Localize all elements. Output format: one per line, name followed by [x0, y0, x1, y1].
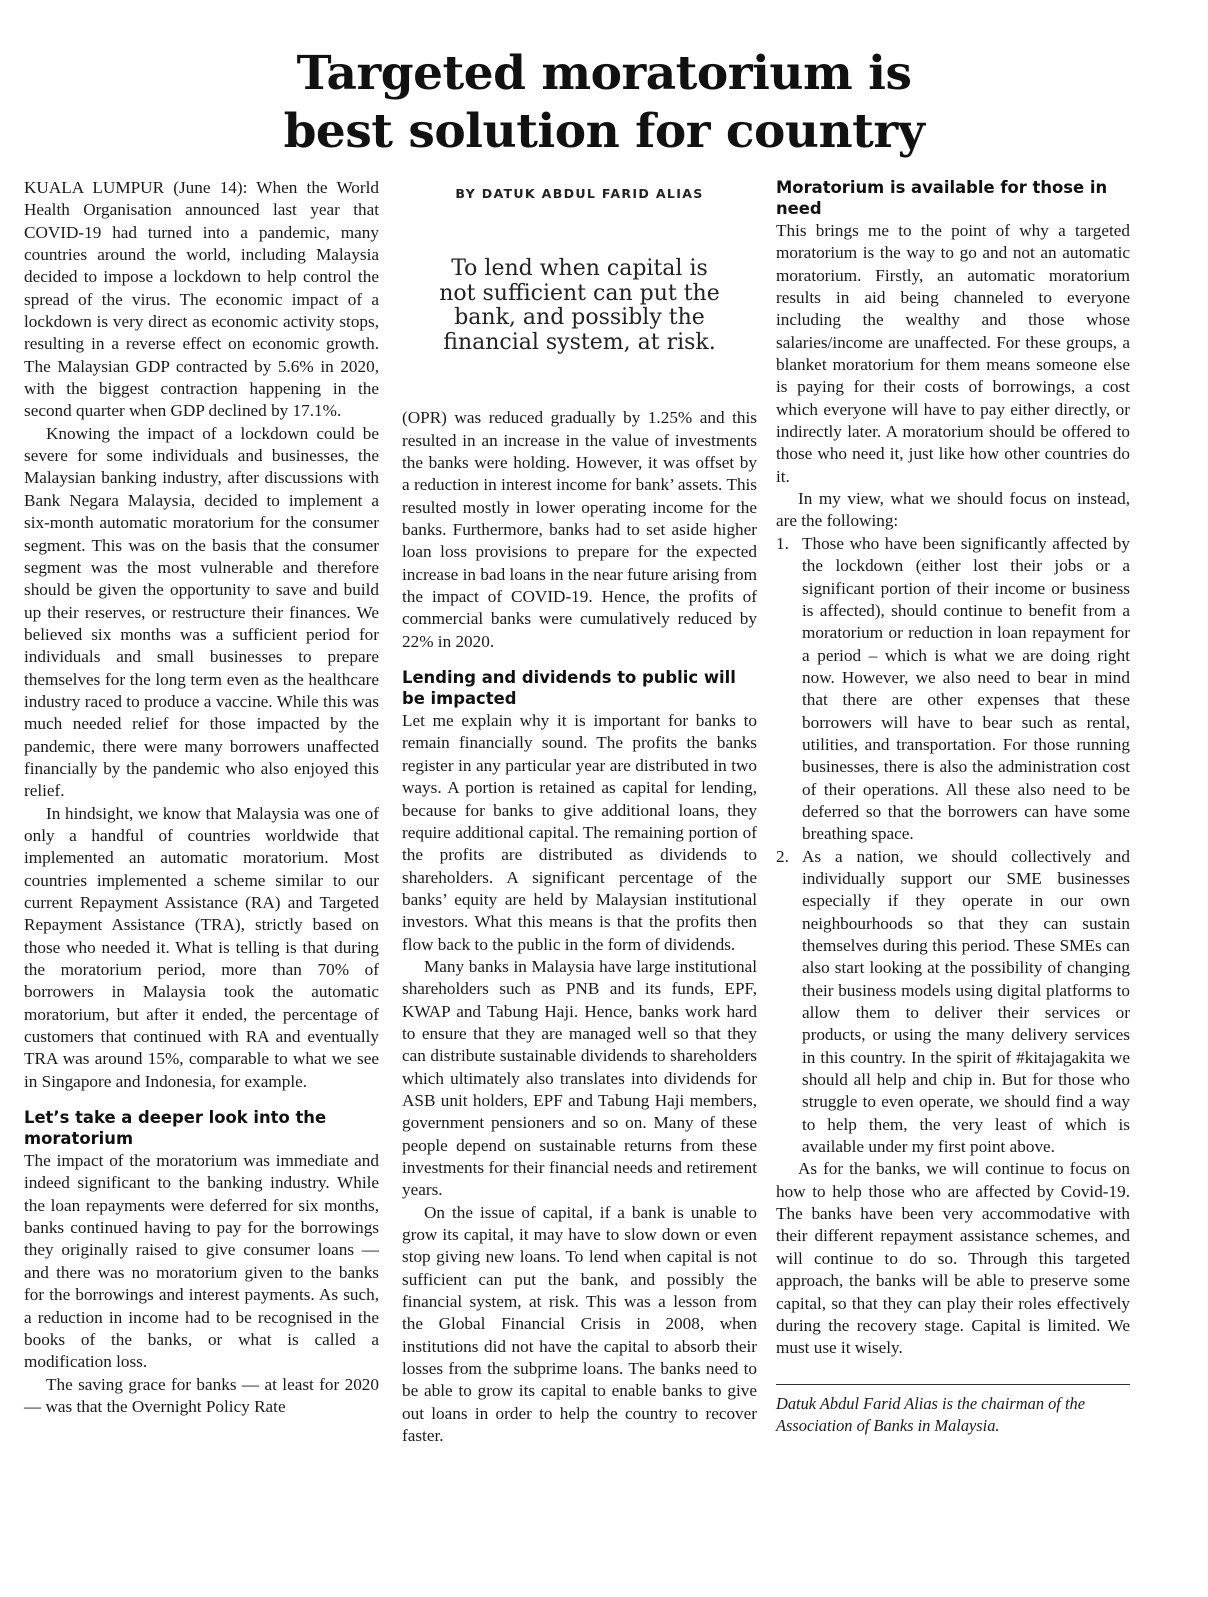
article-column-3: [776, 177, 1130, 1437]
pull-quote-line: not sufficient can put the: [439, 280, 720, 306]
pull-quote-line: To lend when capital is: [451, 256, 708, 282]
list-item: [776, 533, 1130, 846]
paragraph: As for the banks, we will continue to focus on how to help those who are affected by Covid-19. The banks have been very accommodative with their different repayment assistance schemes, and will continue to do so. Through this targeted approach, the banks will be able to preserve some capital, so that they can play their roles effectively during the recovery stage. Capital is limited. We must use it wisely.: [776, 1159, 1130, 1358]
article-column-2: [402, 177, 757, 1447]
paragraph: On the issue of capital, if a bank is unable to grow its capital, it may have to slow down or even stop giving new loans. To lend when capital is not sufficient can put the bank, and possibly the financial system, at risk. This was a lesson from the Global Financial Crisis in 2008, when institutions did not have the capital to absorb their losses from the subprime loans. The banks need to be able to grow its capital to enable banks to give out loans in order to help the country to recover faster.: [402, 1202, 757, 1446]
byline: BY DATUK ABDUL FARID ALIAS: [455, 186, 704, 201]
paragraph: In my view, what we should focus on instead, are the following:: [776, 489, 1130, 531]
article-column-1: [24, 177, 379, 1418]
paragraph: In hindsight, we know that Malaysia was one of only a handful of countries worldwide that implemented an automatic moratorium. Most countries implemented a scheme similar to our current Repayment Assistance (RA) and Targeted Repayment Assistance (TRA), strictly based on those who needed it. What is telling is that during the moratorium period, more than 70% of borrowers in Malaysia took the automatic moratorium, but after it ended, the percentage of customers that continued with RA and eventually TRA was around 15%, comparable to what we see in Singapore and Indonesia, for example.: [24, 803, 379, 1091]
pull-quote-line: bank, and possibly the: [454, 305, 705, 331]
headline-line-2: best solution for country: [283, 104, 925, 160]
paragraph: KUALA LUMPUR (June 14): When the World Health Organisation announced last year that COVID-19 had turned into a pandemic, many countries around the world, including Malaysia decided to impose a lockdown to help control the spread of the virus. The economic impact of a lockdown is very direct as economic activity stops, resulting in a reverse effect on economic growth. The Malaysian GDP contracted by 5.6% in 2020, with the biggest contraction happening in the second quarter when GDP declined by 17.1%.: [24, 178, 379, 421]
paragraph: This brings me to the point of why a targeted moratorium is the way to go and not an automatic moratorium. Firstly, an automatic moratorium results in aid being channeled to everyone including the wealthy and those whose salaries/income are unaffected. For these groups, a blanket moratorium for them means someone else is paying for their costs of borrowings, a cost which everyone will have to pay either directly, or indirectly later. A moratorium should be offered to those who need it, just like how other countries do it.: [776, 221, 1130, 486]
subheading: Let’s take a deeper look into the moratorium: [24, 1108, 327, 1149]
paragraph: The saving grace for banks — at least for 2020 — was that the Overnight Policy Rate: [24, 1374, 379, 1416]
paragraph: The impact of the moratorium was immediate and indeed significant to the banking industry. While the loan repayments were deferred for six months, banks continued having to pay for the borrowings they originally raised to give consumer loans — and there was no moratorium given to the banks for the borrowings and interest payments. As such, a reduction in income had to be recognised in the books of the banks, or what is called a modification loss.: [24, 1151, 379, 1372]
paragraph: (OPR) was reduced gradually by 1.25% and this resulted in an increase in the value of investments the banks were holding. However, it was offset by a reduction in interest income for bank’ assets. This resulted mostly in lower operating income for the banks. Furthermore, banks had to set aside higher loan loss provisions to prepare for the expected increase in bad loans in the near future arising from the impact of COVID-19. Hence, the profits of commercial banks were cumulatively reduced by 22% in 2020.: [402, 408, 757, 651]
headline-line-1: Targeted moratorium is: [296, 46, 912, 102]
paragraph: Many banks in Malaysia have large institutional shareholders such as PNB and its funds, EPF, KWAP and Tabung Haji. Hence, banks work hard to ensure that they are managed well so that they can distribute sustainable dividends to shareholders which ultimately also translates into dividends for ASB unit holders, EPF and Tabung Haji members, government pensioners and so on. Many of these people depend on sustainable returns from these investments for their financial needs and retirement years.: [402, 956, 757, 1200]
subheading: Moratorium is available for those in need: [776, 178, 1108, 218]
pull-quote-line: financial system, at risk.: [443, 329, 716, 355]
list-number: 2.: [776, 846, 789, 866]
list-item-text: Those who have been significantly affected by the lockdown (either lost their jobs or a significant portion of their income or business is affected), should continue to benefit from a moratorium or reduction in loan repayment for a period – which is what we are doing right now. However, we also need to bear in mind that there are other expenses that these borrowers will have to bear such as rental, utilities, and transportation. For those running businesses, there is also the administration cost of their operations. All these also need to be deferred so that the borrowers can have some breathing space.: [802, 533, 1130, 844]
list-item: [776, 846, 1130, 1159]
subheading: Lending and dividends to public will be impacted: [402, 668, 736, 709]
paragraph: Let me explain why it is important for banks to remain financially sound. The profits the banks register in any particular year are distributed in two ways. A portion is retained as capital for lending, because for banks to give additional loans, they require additional capital. The remaining portion of the profits are distributed as dividends to shareholders. A significant percentage of the banks’ equity are held by Malaysian institutional investors. What this means is that the profits then flow back to the public in the form of dividends.: [402, 711, 757, 954]
list-item-text: As a nation, we should collectively and individually support our SME businesses especially if they operate in our own neighbourhoods so that they can sustain themselves during this period. These SMEs can also start looking at the possibility of changing their business models using digital platforms to allow them to deliver their services or products, or using the many delivery services in this country. In the spirit of #kitajagakita we should all help and chip in. But for those who struggle to even operate, we should find a way to help them, the very least of which is available under my first point above.: [802, 846, 1130, 1157]
headline: [0, 45, 1208, 161]
paragraph: Knowing the impact of a lockdown could be severe for some individuals and businesses, the Malaysian banking industry, after discussions with Bank Negara Malaysia, decided to implement a six-month automatic moratorium for the consumer segment. This was on the basis that the consumer segment was the most vulnerable and therefore should be given the opportunity to save and build up their reserves, or restructure their finances. We believed six months was a sufficient period for individuals and small businesses to prepare themselves for the long term even as the healthcare industry raced to produce a vaccine. While this was much needed relief for those impacted by the pandemic, there were many borrowers unaffected financially by the pandemic who also enjoyed this relief.: [24, 423, 379, 801]
numbered-list: [776, 533, 1130, 1159]
pull-quote: [402, 257, 757, 355]
list-number: 1.: [776, 533, 789, 553]
author-bio: Datuk Abdul Farid Alias is the chairman of the Association of Banks in Malaysia.: [776, 1384, 1130, 1437]
